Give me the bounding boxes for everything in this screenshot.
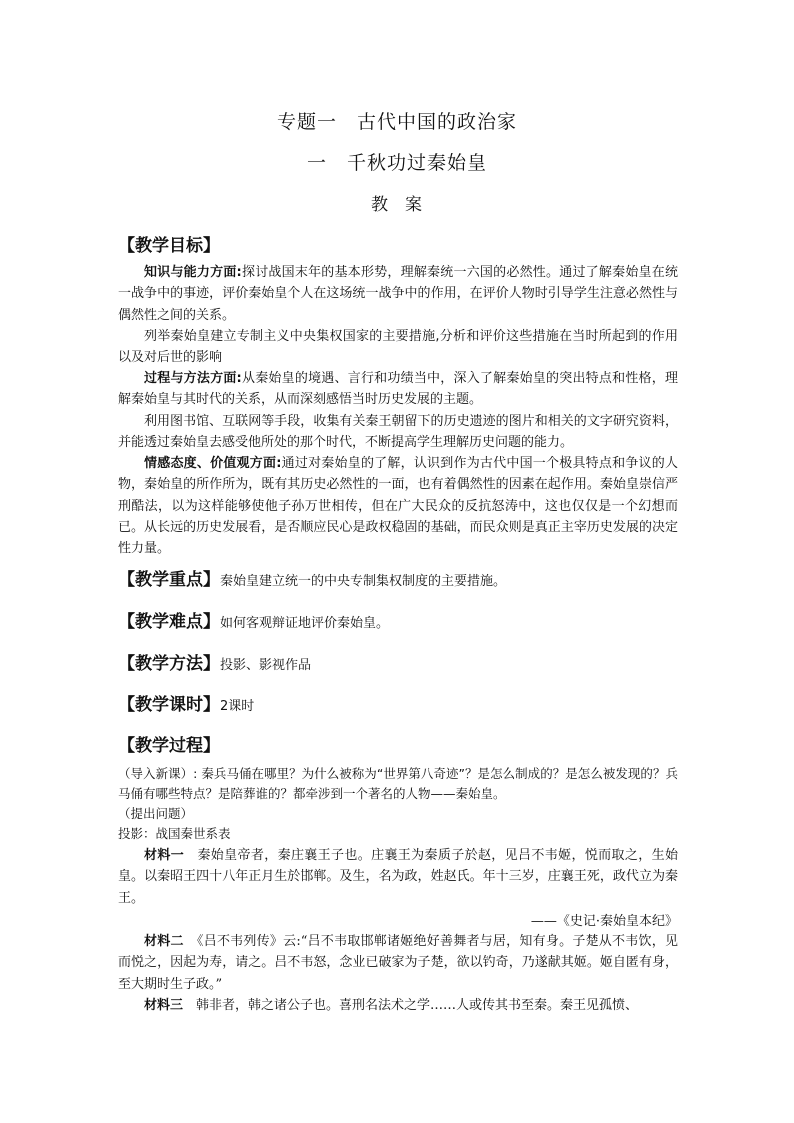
- section-heading-difficult: 【教学难点】如何客观辩证地评价秦始皇。: [118, 612, 390, 632]
- section-heading-method: 【教学方法】投影、影视作品: [118, 654, 312, 674]
- lesson-title: 一 千秋功过秦始皇: [306, 152, 487, 174]
- material-1: 材料一 秦始皇帝者，秦庄襄王子也。庄襄王为秦质子於赵，见吕不韦姬，悦而取之，生始皇。以秦昭王四十八年正月生於邯郸。及生，名为政，姓赵氏。年十三岁，庄襄王死，政代立为秦王。: [118, 848, 678, 906]
- section-heading-hours: 【教学课时】2课时: [118, 695, 255, 715]
- section-heading-key: 【教学重点】秦始皇建立统一的中央专制集权制度的主要措施。: [118, 570, 507, 590]
- process-question: （提出问题）: [118, 806, 194, 821]
- goal-process: 过程与方法方面:从秦始皇的境遇、言行和功绩当中，深入了解秦始皇的突出特点和性格，理解秦始皇与其时代的关系，从而深刻感悟当时历史发展的主题。: [118, 371, 678, 408]
- goal-emotion: 情感态度、价值观方面:通过对秦始皇的了解，认识到作为古代中国一个极具特点和争议的人物，秦始皇的所作所为，既有其历史必然性的一面，也有着偶然性的因素在起作用。秦始皇崇信严刑酷法，以为这样能够使他子孙万世相传，但在广大民众的反抗怒涛中，这也仅仅是一个幻想而已。从长远的历史发展看，是否顺应民心是政权稳固的基础，而民众则是真正主宰历史发展的决定性力量。: [118, 456, 678, 557]
- material-1-source: ——《史记·秦始皇本纪》: [530, 914, 678, 929]
- process-projection: 投影：战国秦世系表: [118, 826, 231, 841]
- material-3: 材料三 韩非者，韩之诸公子也。喜刑名法术之学……人或传其书至秦。秦王见孤愤、: [144, 998, 639, 1013]
- section-heading-process: 【教学过程】: [118, 736, 220, 756]
- goal-knowledge-2: 列举秦始皇建立专制主义中央集权国家的主要措施,分析和评价这些措施在当时所起到的作用以及对后世的影响: [118, 329, 678, 366]
- document-title: 专题一 古代中国的政治家: [276, 111, 517, 133]
- material-2: 材料二 《吕不韦列传》云:“吕不韦取邯郸诸姬绝好善舞者与居，知有身。子楚从不韦饮，见而悦之，因起为寿，请之。吕不韦怒，念业已破家为子楚，欲以钓奇，乃遂献其姬。姬自匿有身，至大期时生子政。”: [118, 934, 678, 992]
- process-intro: （导入新课）: 秦兵马俑在哪里？为什么被称为“世界第八奇迹”？是怎么制成的？是怎么被发现的？兵马俑有哪些特点？是陪葬谁的？都牵涉到一个著名的人物——秦始皇。: [118, 766, 678, 801]
- goal-process-2: 利用图书馆、互联网等手段，收集有关秦王朝留下的历史遗迹的图片和相关的文字研究资料，并能透过秦始皇去感受他所处的那个时代，不断提高学生理解历史问题的能力。: [118, 414, 678, 451]
- goal-knowledge: 知识与能力方面:探讨战国末年的基本形势，理解秦统一六国的必然性。通过了解秦始皇在统一战争中的事迹，评价秦始皇个人在这场统一战争中的作用，在评价人物时引导学生注意必然性与偶然性之间的关系。: [118, 265, 678, 323]
- section-heading-goals: 【教学目标】: [118, 236, 220, 256]
- lesson-plan-label: 教 案: [371, 195, 423, 215]
